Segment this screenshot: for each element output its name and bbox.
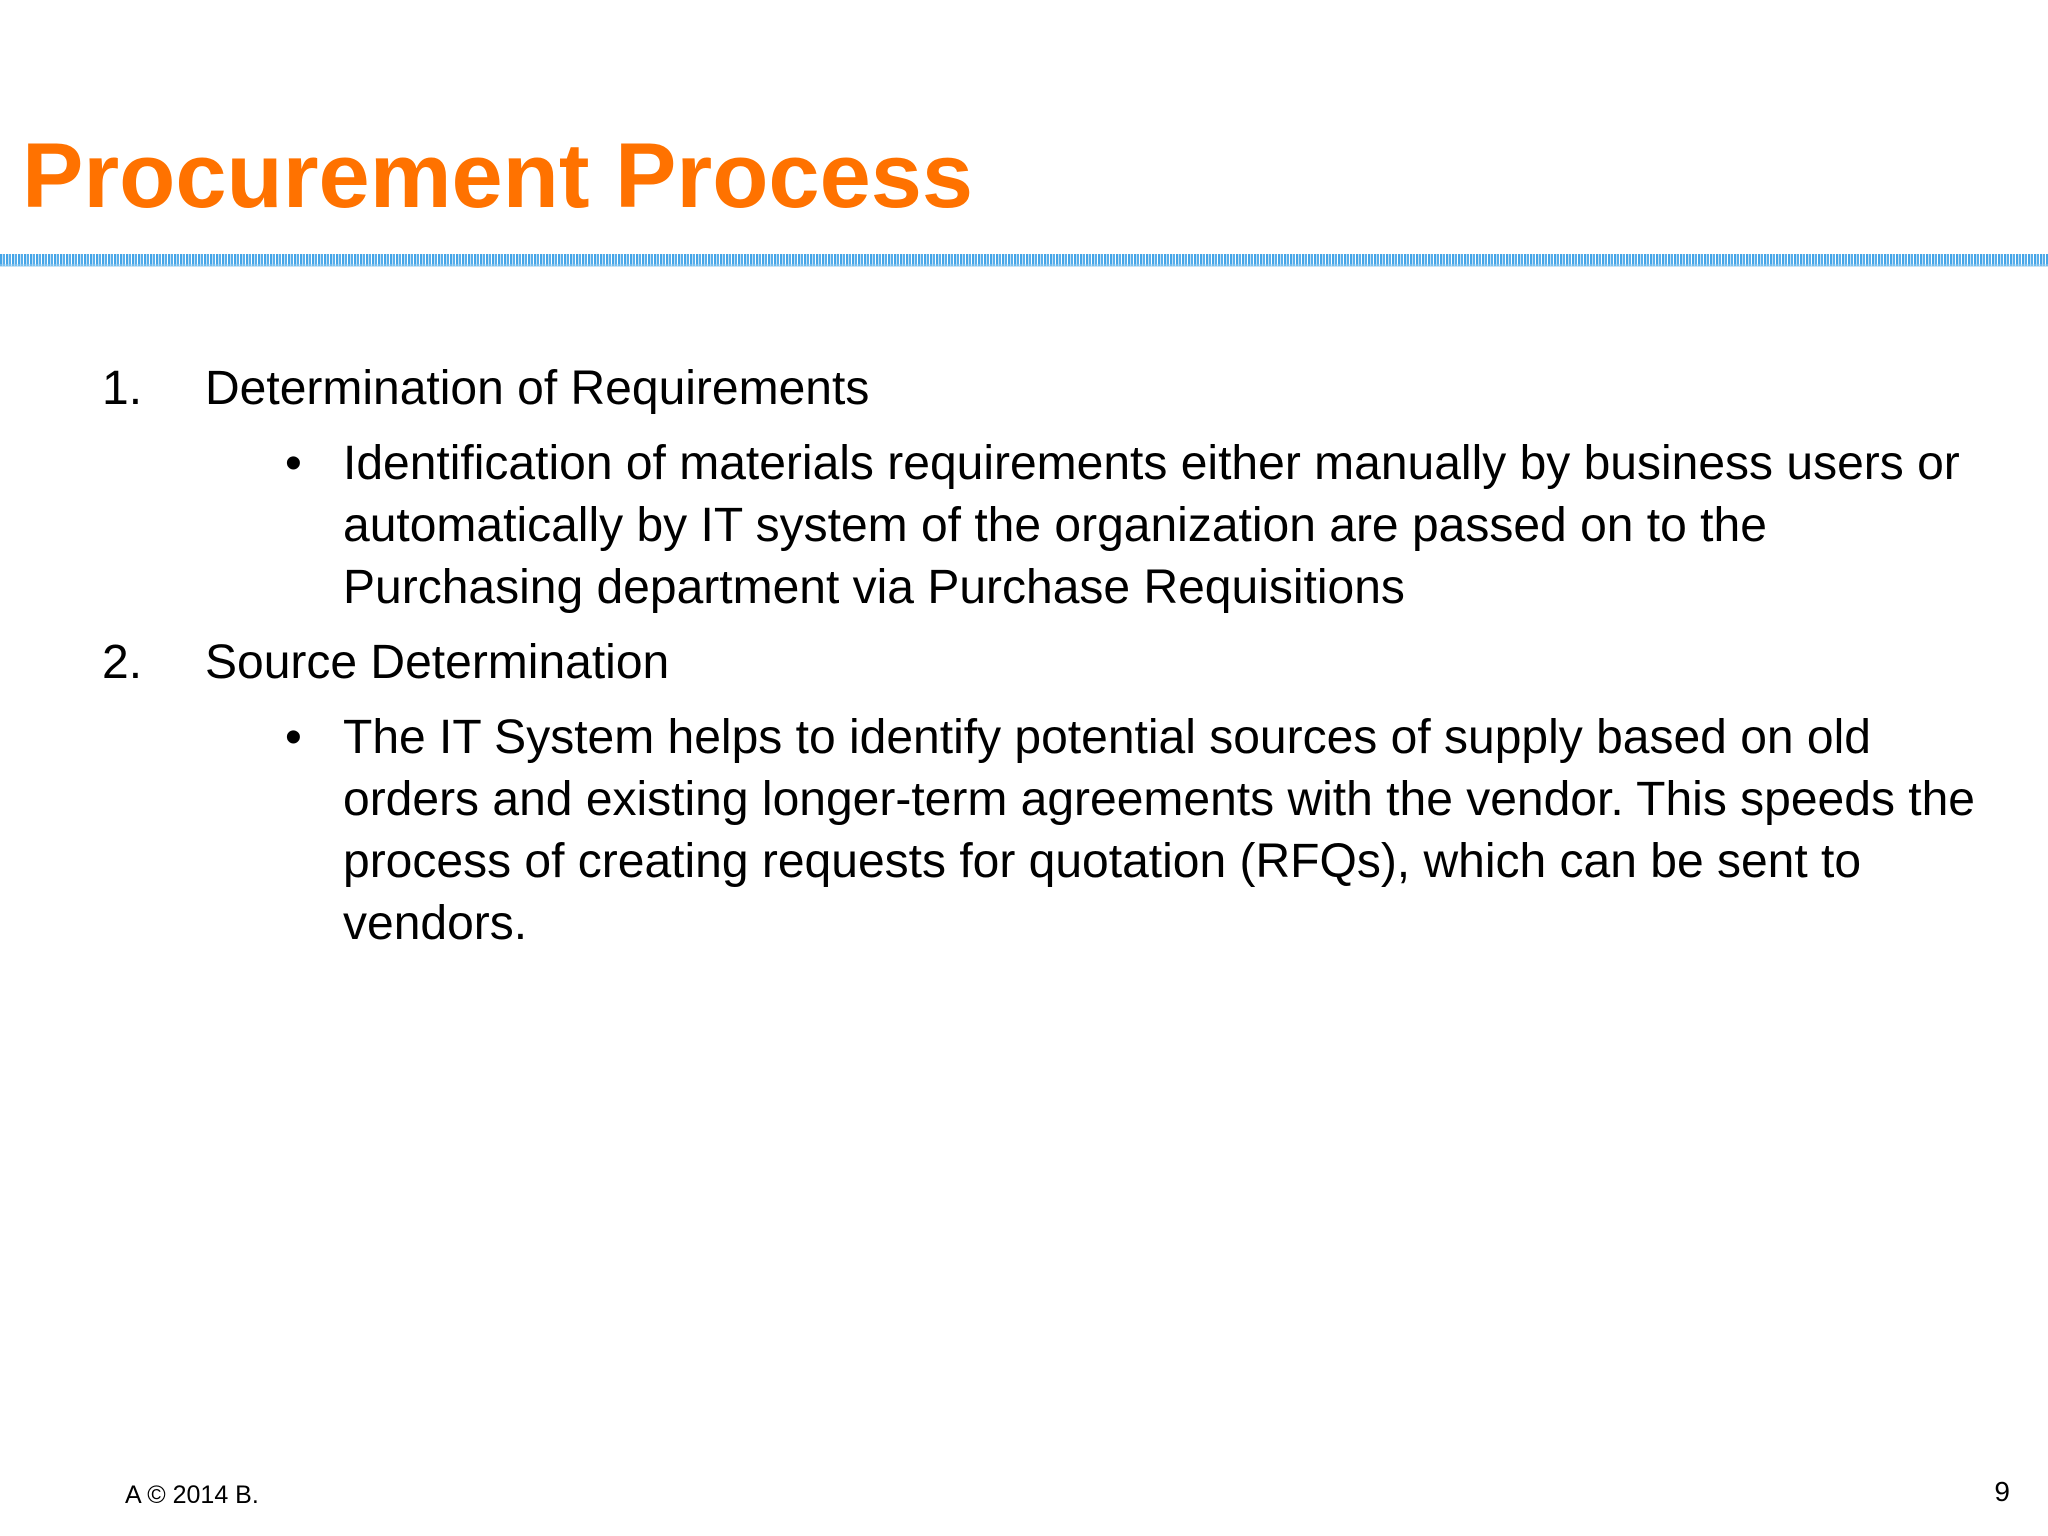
sub-bullet-2 <box>0 707 2048 955</box>
sub-bullet-text-2: The IT System helps to identify potential sources of supply based on old orders and existing longer-term agreements with the vendor. This speeds the process of creating requests for quotation (RFQs), which can be sent to vendors. <box>343 711 1975 950</box>
list-heading-1: Determination of Requirements <box>205 362 870 415</box>
footer-copyright: A © 2014 B. <box>125 1481 259 1509</box>
slide-body <box>0 358 2048 968</box>
list-heading-2: Source Determination <box>205 636 670 689</box>
slide-title: Procurement Process <box>22 125 974 227</box>
list-number-2: 2. <box>102 636 143 689</box>
list-number-1: 1. <box>102 362 143 415</box>
bullet-icon: • <box>285 437 302 490</box>
sub-bullet-text-1: Identification of materials requirements either manually by business users or automatically by IT system of the organization are passed on to the Purchasing department via Purchase Requisitions <box>343 437 1960 614</box>
page-number: 9 <box>1994 1476 2010 1507</box>
list-item-1 <box>0 358 2048 420</box>
sub-bullet-1 <box>0 433 2048 619</box>
title-divider <box>0 254 2048 266</box>
bullet-icon: • <box>285 711 302 764</box>
list-item-2 <box>0 632 2048 694</box>
